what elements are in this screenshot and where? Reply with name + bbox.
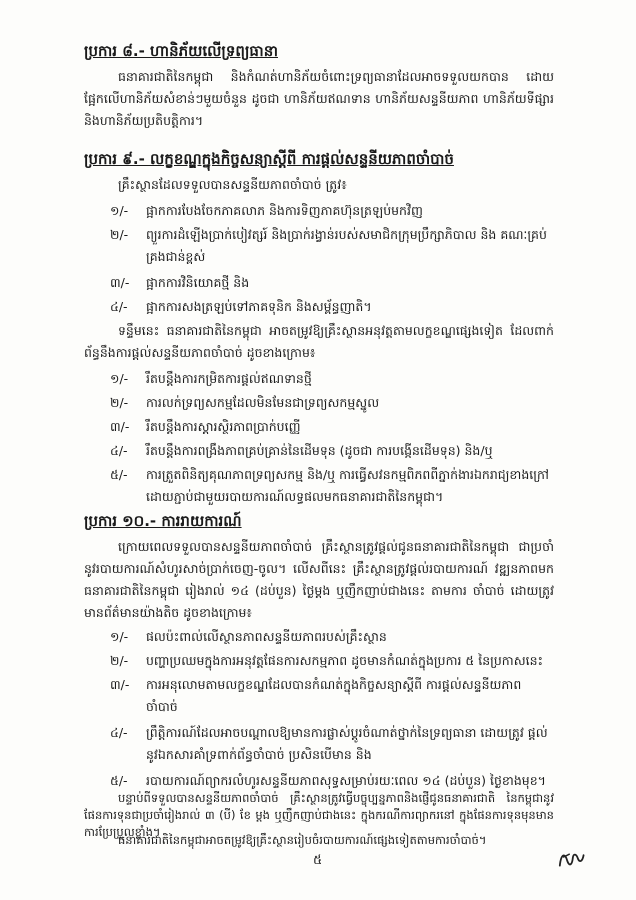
article-9-intro: គ្រឹះស្ថានដែលទទួលបានសន្ទនីយភាពចាំបាច់ ត្រូវ៖ [118, 177, 347, 192]
article-9-condition [110, 392, 550, 414]
article-10-item [110, 674, 550, 718]
article-9-item [110, 296, 550, 318]
article-10-item [110, 626, 550, 648]
item-number: ៤/- [110, 443, 128, 458]
item-number: ១/- [110, 371, 129, 386]
item-number: ៥/- [110, 773, 128, 788]
item-number: ២/- [110, 653, 129, 668]
item-text: ផ្អាកការវិនិយោគថ្មី និង [146, 275, 250, 290]
item-text: រឹតបន្តឹងការកម្រិតការផ្ដល់ឥណទានថ្មី [146, 371, 312, 386]
item-text: រឹតបន្តឹងការស្ដារស្ថិរភាពប្រាក់បញ្ញើ [146, 419, 301, 434]
article-10-paragraph: ក្រោយពេលទទួលបានសន្ទនីយភាពចាំបាច់ គ្រឹះស្ថានត្រូវផ្ដល់ជូនធនាគារជាតិនៃកម្ពុជា ជាប្រចាំនូវរបាយការណ៍សំហូរសាច់ប្រាក់ចេញ-ចូល។ លើសពីនេះ គ្រឹះស្ថានត្រូវផ្ដល់របាយការណ៍ វឌ្ឍនភាពមកធនាគារជាតិនៃកម្ពុជា រៀងរាល់ ១៤ (ដប់បួន) ថ្ងៃម្ដង ឬញឹកញាប់ជាងនេះ តាមការ ចាំបាច់ ដោយត្រូវមានព័ត៌មានយ៉ាងតិច ដូចខាងក្រោម៖ [84, 539, 554, 620]
item-text: ផ្អាកការបែងចែកភាគលាភ និងការទិញភាគហ៊ុនត្រឡប់មកវិញ [146, 203, 423, 218]
article-10-paragraph-3: ធនាគារជាតិនៃកម្ពុជាអាចតម្រូវឱ្យគ្រឹះស្ថានរៀបចំរបាយការណ៍ផ្សេងទៀតតាមការចាំបាច់។ [118, 833, 487, 847]
item-number: ២/- [110, 227, 129, 242]
article-9-condition [110, 368, 550, 390]
article-8-heading: ប្រការ ៨.- ហានិភ័យលើទ្រព្យធានា [84, 42, 278, 60]
article-9-paragraph-2: ទន្ទឹមនេះ ធនាគារជាតិនៃកម្ពុជា អាចតម្រូវឱ្យគ្រឹះស្ថានអនុវត្តតាមលក្ខខណ្ឌផ្សេងទៀត ដែលពាក់ព័ន្ធនឹងការផ្ដល់សន្ទនីយភាពចាំបាច់ ដូចខាងក្រោម៖ [84, 323, 554, 360]
article-9-condition [110, 440, 550, 462]
article-10-item [110, 770, 550, 792]
item-text: រឹតបន្តឹងការពង្រឹងភាពគ្រប់គ្រាន់នៃដើមទុន (ដូចជា ការបង្កើនដើមទុន) និង/ឬ [146, 443, 493, 458]
item-text: ព្យួរការដំឡើងប្រាក់បៀវត្សរ៍ និងប្រាក់រង្វាន់របស់សមាជិកក្រុមប្រឹក្សាភិបាល និង គណៈគ្រប់គ្រងជាន់ខ្ពស់ [146, 227, 547, 264]
item-text: ផ្អាកការសងត្រឡប់ទៅភាគទុនិក និងសម្ព័ន្ធញាតិ។ [146, 299, 372, 314]
article-9-condition [110, 416, 550, 438]
item-text: របាយការណ៍ព្យាករលំហូរសន្ទនីយភាពសុទ្ធសម្រាប់រយៈពេល ១៤ (ដប់បួន) ថ្ងៃខាងមុខ។ [146, 773, 546, 788]
item-text: បញ្ហាប្រឈមក្នុងការអនុវត្តផែនការសកម្មភាព ដូចមានកំណត់ក្នុងប្រការ ៥ នៃប្រកាសនេះ [146, 653, 543, 668]
item-text: ផលប៉ះពាល់លើស្ថានភាពសន្ទនីយភាពរបស់គ្រឹះស្ថាន [146, 629, 387, 644]
page-number: ៥ [313, 853, 323, 868]
article-9-heading: ប្រការ ៩.- លក្ខខណ្ឌក្នុងកិច្ចសន្យាស្ដីពី ការផ្ដល់សន្ទនីយភាពចាំបាច់ [84, 150, 454, 168]
item-text: ព្រឹត្តិការណ៍ដែលអាចបណ្ដាលឱ្យមានការផ្លាស់ប្ដូរចំណាត់ថ្នាក់នៃទ្រព្យធានា ដោយត្រូវ ផ្ដល់នូវឯកសារគាំទ្រពាក់ព័ន្ធចាំបាច់ ប្រសិនបើមាន និង [146, 725, 548, 762]
item-number: ២/- [110, 395, 129, 410]
article-10-item [110, 722, 550, 766]
item-number: ៣/- [110, 419, 130, 434]
handwritten-initials [555, 846, 588, 872]
item-text: ការអនុលោមតាមលក្ខខណ្ឌដែលបានកំណត់ក្នុងកិច្ចសន្យាស្ដីពី ការផ្ដល់សន្ទនីយភាព ចាំបាច់ [146, 677, 522, 714]
article-9-item [110, 272, 550, 294]
article-9-item [110, 200, 550, 222]
item-number: ៤/- [110, 299, 128, 314]
article-10-item [110, 650, 550, 672]
item-text: ការត្រួតពិនិត្យគុណភាពទ្រព្យសកម្ម និង/ឬ ការធ្វើសវនកម្មពិភពពីភ្នាក់ងារឯករាជ្យខាងក្រៅ ដោយភ្ជាប់ជាមួយរបាយការណ៍លទ្ធផលមកធនាគារជាតិនៃកម្ពុជា។ [146, 467, 549, 504]
article-8-paragraph: ធនាគារជាតិនៃកម្ពុជា និងកំណត់ហានិភ័យចំពោះទ្រព្យធានាដែលអាចទទួលយកបាន ដោយផ្អែកលើហានិភ័យសំខាន់ៗមួយចំនួន ដូចជា ហានិភ័យឥណទាន ហានិភ័យសន្ទនីយភាព ហានិភ័យទីផ្សារ និងហានិភ័យប្រតិបត្តិការ។ [84, 69, 554, 128]
item-number: ១/- [110, 203, 129, 218]
item-number: ៤/- [110, 725, 128, 740]
item-number: ១/- [110, 629, 129, 644]
item-number: ៣/- [110, 275, 130, 290]
article-9-item [110, 224, 550, 268]
item-number: ៥/- [110, 467, 128, 482]
article-10-paragraph-2: បន្ទាប់ពីទទួលបានសន្ទនីយភាពចាំបាច់ គ្រឹះស្ថានត្រូវធ្វើបច្ចុប្បន្នភាពនិងផ្ញើជូនធនាគារជាតិ នៃកម្ពុជានូវផែនការទុនជាប្រចាំរៀងរាល់ ៣ (បី) ខែ ម្ដង ឬញឹកញាប់ជាងនេះ ក្នុងករណីការព្យាករនៅ ក្នុងផែនការទុនមុនមានការប្រែប្រួលខ្លាំង។ [84, 791, 554, 839]
article-9-condition [110, 464, 550, 508]
item-text: ការលក់ទ្រព្យសកម្មដែលមិនមែនជាទ្រព្យសកម្មស្នូល [146, 395, 380, 410]
article-10-heading: ប្រការ ១០.- ការរាយការណ៍ [84, 512, 242, 530]
item-number: ៣/- [110, 677, 130, 692]
